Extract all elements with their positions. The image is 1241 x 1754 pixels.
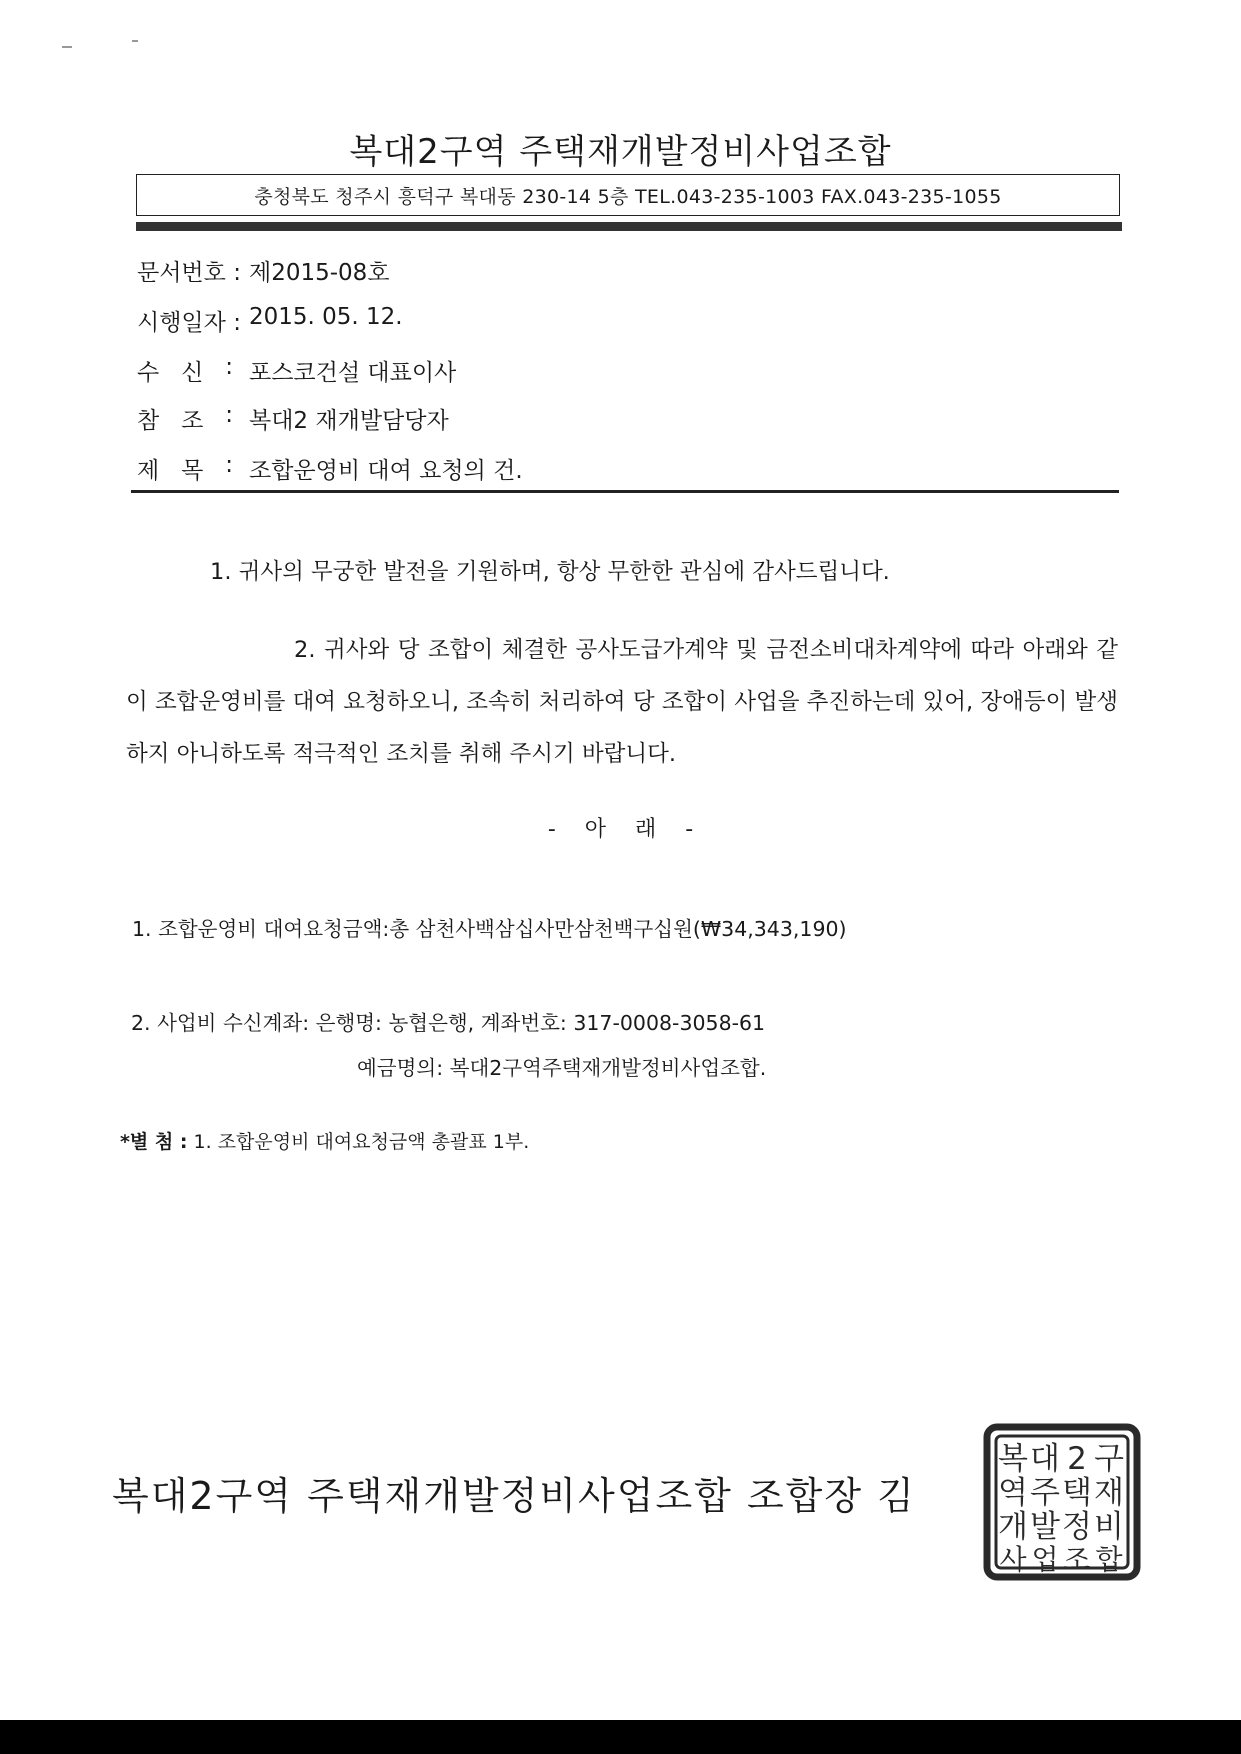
doc-number-row — [137, 254, 390, 287]
subject-row — [137, 452, 523, 485]
address-line: 충청북도 청주시 흥덕구 복대동 230-14 5층 TEL.043-235-1003 FAX.043-235-1055 — [254, 185, 1002, 208]
meta-divider — [131, 490, 1119, 493]
attachment-label: *별 첨 : — [120, 1131, 188, 1153]
svg-text:2: 2 — [1067, 1441, 1087, 1477]
doc-number-value: 제2015-08호 — [249, 260, 390, 286]
svg-text:역: 역 — [998, 1475, 1028, 1511]
recipient-value: 포스코건설 대표이사 — [249, 360, 457, 386]
svg-text:구: 구 — [1094, 1441, 1124, 1477]
scan-speck — [62, 46, 72, 48]
paragraph-2: 2. 귀사와 당 조합이 체결한 공사도급가계약 및 금전소비대차계약에 따라 아래와 같이 조합운영비를 대여 요청하오니, 조속히 처리하여 당 조합이 사업을 추진하는데 있어, 장애등이 발생하지 아니하도록 적극적인 조치를 취해 주시기 바랍니다. — [126, 637, 1118, 767]
date-label: 시행일자 : — [137, 310, 241, 336]
svg-text:대: 대 — [1030, 1441, 1060, 1477]
date-value: 2015. 05. 12. — [249, 304, 403, 330]
scan-speck — [132, 40, 138, 42]
doc-number-label: 문서번호 : — [137, 260, 241, 286]
signature-line: 복대2구역 주택재개발정비사업조합 조합장 김 — [112, 1474, 916, 1518]
reference-value: 복대2 재개발담당자 — [249, 408, 449, 434]
notice-heading: - 아 래 - — [547, 817, 694, 842]
svg-text:조: 조 — [1063, 1543, 1091, 1576]
subject-value: 조합운영비 대여 요청의 건. — [249, 458, 523, 484]
paragraph-1: 1. 귀사의 무궁한 발전을 기원하며, 항상 무한한 관심에 감사드립니다. — [210, 559, 890, 585]
organization-title: 복대2구역 주택재개발정비사업조합 — [349, 132, 892, 172]
reference-row — [137, 402, 449, 435]
item-2-account-holder: 예금명의: 복대2구역주택재개발정비사업조합. — [357, 1056, 767, 1080]
date-row — [137, 304, 403, 337]
header-rule — [136, 222, 1122, 231]
svg-text:합: 합 — [1095, 1543, 1123, 1576]
item-2-account: 2. 사업비 수신계좌: 은행명: 농협은행, 계좌번호: 317-0008-3058-61 — [131, 1011, 766, 1035]
svg-text:택: 택 — [1062, 1475, 1092, 1511]
svg-text:개: 개 — [998, 1509, 1028, 1545]
scan-border-bottom — [0, 1720, 1241, 1754]
attachment-value: 1. 조합운영비 대여요청금액 총괄표 1부. — [193, 1131, 530, 1153]
svg-text:사: 사 — [999, 1543, 1027, 1576]
recipient-label: 수 신 : — [137, 354, 233, 386]
item-1-loan-amount: 1. 조합운영비 대여요청금액:총 삼천사백삼십사만삼천백구십원(₩34,343,190) — [132, 917, 847, 941]
recipient-row — [137, 354, 456, 387]
svg-text:비: 비 — [1094, 1509, 1124, 1545]
address-box — [136, 174, 1120, 216]
svg-text:발: 발 — [1030, 1509, 1060, 1545]
svg-text:업: 업 — [1031, 1543, 1059, 1576]
attachment-line — [120, 1127, 529, 1154]
svg-text:주: 주 — [1030, 1475, 1060, 1511]
subject-label: 제 목 : — [137, 452, 233, 484]
official-seal-stamp — [983, 1423, 1141, 1581]
svg-text:복: 복 — [998, 1441, 1028, 1477]
reference-label: 참 조 : — [137, 402, 233, 434]
svg-text:재: 재 — [1094, 1475, 1124, 1511]
svg-text:정: 정 — [1062, 1509, 1092, 1545]
